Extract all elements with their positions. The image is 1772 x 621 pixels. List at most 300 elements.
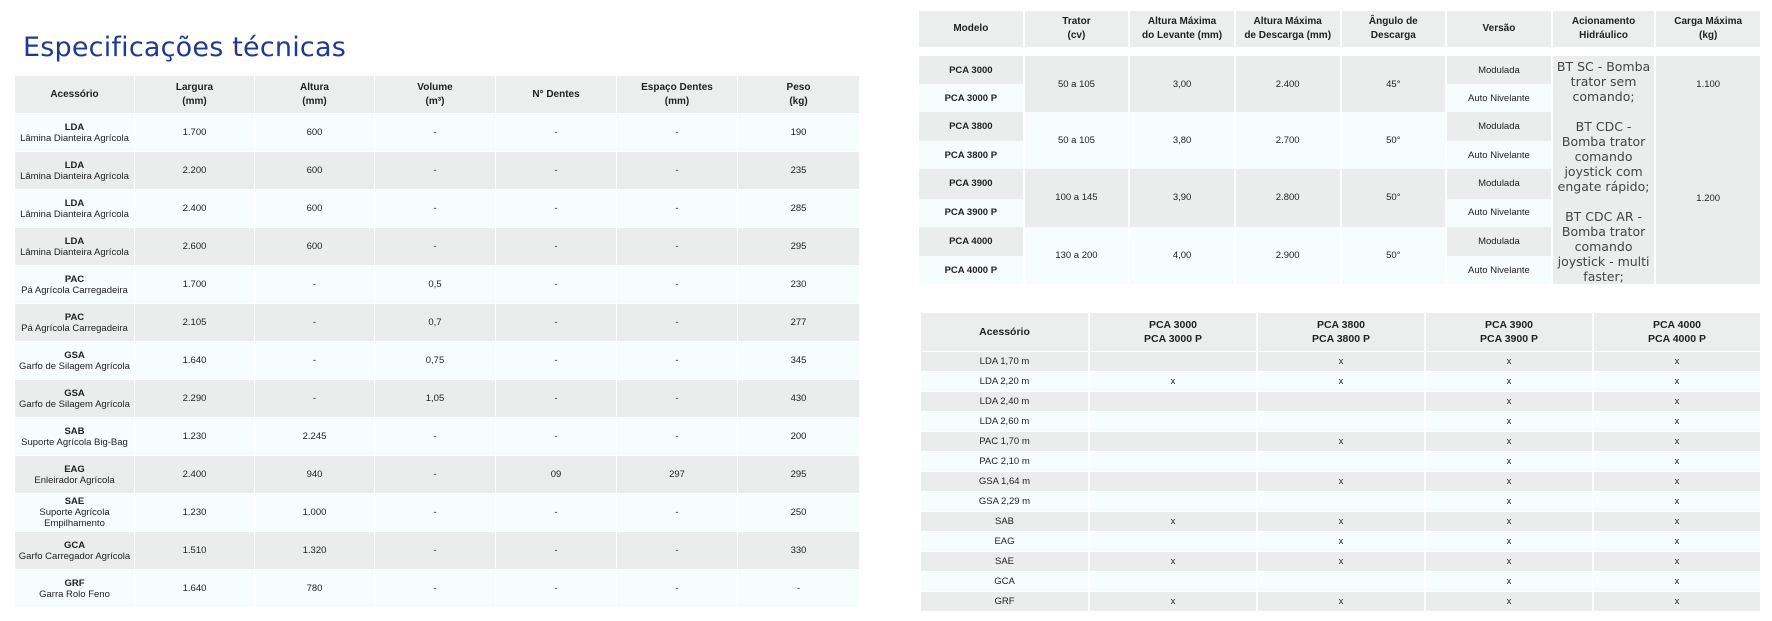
compat-mark bbox=[1258, 391, 1426, 411]
header-volume-line1: Volume bbox=[417, 81, 453, 93]
compat-mark bbox=[1258, 451, 1426, 471]
header-acessorio-line1: Acessório bbox=[979, 326, 1030, 338]
altura-cell: - bbox=[255, 341, 375, 379]
header-versao-line1: Versão bbox=[1482, 23, 1516, 34]
table-row bbox=[15, 189, 860, 227]
peso-cell: 235 bbox=[738, 151, 860, 189]
angulo-cell: 50° bbox=[1342, 112, 1448, 169]
espaco-cell: - bbox=[617, 341, 738, 379]
model-name: PCA 3900 bbox=[919, 169, 1025, 198]
dentes-cell: - bbox=[496, 265, 617, 303]
header-acionamento-line1: Acionamento bbox=[1571, 16, 1636, 27]
accessory-cell bbox=[15, 455, 135, 493]
header-pca-3800-line1: PCA 3800 bbox=[1316, 319, 1366, 331]
volume-cell: - bbox=[375, 227, 496, 265]
compat-mark bbox=[1090, 411, 1258, 431]
espaco-cell: - bbox=[617, 303, 738, 341]
descarga-cell: 2.400 bbox=[1236, 56, 1342, 112]
peso-cell: 330 bbox=[738, 531, 860, 569]
altura-cell: 600 bbox=[255, 189, 375, 227]
compat-mark: x bbox=[1258, 371, 1426, 391]
accessory-code: PAC bbox=[64, 311, 85, 323]
compat-mark bbox=[1258, 491, 1426, 511]
table-row bbox=[921, 531, 1762, 551]
largura-cell: 1.700 bbox=[135, 113, 255, 151]
volume-cell: - bbox=[375, 455, 496, 493]
accessory-cell: GCA bbox=[921, 571, 1090, 591]
models-spec-table bbox=[919, 11, 1762, 284]
model-name: PCA 3800 bbox=[919, 112, 1025, 141]
accessory-cell: LDA 1,70 m bbox=[921, 351, 1090, 371]
espaco-cell: - bbox=[617, 151, 738, 189]
accessory-cell: GSA 2,29 m bbox=[921, 491, 1090, 511]
accessory-cell bbox=[15, 265, 135, 303]
largura-cell: 1.230 bbox=[135, 417, 255, 455]
header-altura-descarga bbox=[1236, 11, 1342, 47]
header-altura-line2: (mm) bbox=[302, 95, 327, 107]
table-row bbox=[921, 551, 1762, 571]
compat-mark: x bbox=[1258, 431, 1426, 451]
header-volume bbox=[375, 76, 496, 113]
header-dentes bbox=[496, 76, 617, 113]
table-row bbox=[921, 571, 1762, 591]
espaco-cell: - bbox=[617, 265, 738, 303]
header-altura-descarga-line2: de Descarga (mm) bbox=[1244, 30, 1332, 41]
compat-mark: x bbox=[1426, 451, 1594, 471]
largura-cell: 2.400 bbox=[135, 455, 255, 493]
header-carga-line2: (kg) bbox=[1699, 30, 1718, 41]
table-row bbox=[15, 151, 860, 189]
compat-mark: x bbox=[1090, 371, 1258, 391]
table-row bbox=[921, 391, 1762, 411]
altura-cell: 940 bbox=[255, 455, 375, 493]
models-header-row bbox=[919, 11, 1762, 47]
espaco-cell: - bbox=[617, 227, 738, 265]
accessory-cell bbox=[15, 379, 135, 417]
accessory-code: GSA bbox=[64, 349, 85, 361]
volume-cell: 0,7 bbox=[375, 303, 496, 341]
compat-mark: x bbox=[1594, 571, 1762, 591]
header-acessorio-line1: Acessório bbox=[50, 88, 99, 100]
table-row bbox=[15, 113, 860, 151]
acionamento-text: BT CDC AR - Bomba trator comando joystick - multi faster; bbox=[1557, 209, 1650, 284]
accessory-cell bbox=[15, 341, 135, 379]
header-angulo-line2: Descarga bbox=[1370, 30, 1416, 41]
versao-cell: Modulada bbox=[1447, 112, 1553, 141]
header-largura bbox=[135, 76, 255, 113]
accessory-cell bbox=[15, 569, 135, 607]
angulo-cell: 50° bbox=[1342, 227, 1448, 284]
altura-cell: 1.000 bbox=[255, 493, 375, 531]
model-name: PCA 3000 P bbox=[919, 84, 1025, 112]
accessory-code: LDA bbox=[64, 235, 85, 247]
espaco-cell: - bbox=[617, 189, 738, 227]
table-row bbox=[921, 351, 1762, 371]
page-title: Especificações técnicas bbox=[23, 32, 346, 63]
accessory-description: Lâmina Dianteira Agrícola bbox=[20, 132, 129, 144]
table-row bbox=[921, 491, 1762, 511]
trator-cell: 50 a 105 bbox=[1025, 112, 1131, 169]
header-dentes-line1: N° Dentes bbox=[532, 88, 580, 100]
levante-cell: 3,80 bbox=[1130, 112, 1236, 169]
altura-cell: - bbox=[255, 379, 375, 417]
header-acionamento-line2: Hidráulico bbox=[1579, 30, 1628, 41]
dentes-cell: - bbox=[496, 189, 617, 227]
header-pca-4000-line1: PCA 4000 bbox=[1652, 319, 1702, 331]
dentes-cell: 09 bbox=[496, 455, 617, 493]
header-peso-line1: Peso bbox=[786, 81, 811, 93]
compat-mark bbox=[1090, 491, 1258, 511]
levante-cell: 3,90 bbox=[1130, 169, 1236, 226]
accessory-code: LDA bbox=[64, 197, 85, 209]
header-espaco-line2: (mm) bbox=[664, 95, 690, 107]
compat-mark bbox=[1090, 531, 1258, 551]
accessory-cell bbox=[15, 493, 135, 531]
largura-cell: 1.230 bbox=[135, 493, 255, 531]
versao-cell: Auto Nivelante bbox=[1447, 84, 1553, 112]
compat-mark: x bbox=[1426, 551, 1594, 571]
acionamento-text: BT CDC - Bomba trator comando joystick com engate rápido; bbox=[1557, 119, 1650, 194]
model-row bbox=[919, 56, 1762, 84]
volume-cell: 1,05 bbox=[375, 379, 496, 417]
largura-cell: 1.640 bbox=[135, 341, 255, 379]
accessory-cell bbox=[15, 417, 135, 455]
peso-cell: - bbox=[738, 569, 860, 607]
compat-mark: x bbox=[1594, 391, 1762, 411]
model-name: PCA 3800 P bbox=[919, 141, 1025, 169]
dentes-cell: - bbox=[496, 569, 617, 607]
compat-mark: x bbox=[1594, 371, 1762, 391]
largura-cell: 2.290 bbox=[135, 379, 255, 417]
accessory-cell: EAG bbox=[921, 531, 1090, 551]
dentes-cell: - bbox=[496, 531, 617, 569]
table-row bbox=[15, 417, 860, 455]
header-angulo-line1: Ângulo de bbox=[1368, 16, 1418, 27]
volume-cell: - bbox=[375, 189, 496, 227]
header-pca-3900-line2: PCA 3900 P bbox=[1480, 333, 1538, 345]
accessory-code: LDA bbox=[64, 159, 85, 171]
compat-mark: x bbox=[1594, 531, 1762, 551]
carga-cell: 1.200 bbox=[1656, 112, 1762, 284]
compat-mark: x bbox=[1258, 351, 1426, 371]
peso-cell: 430 bbox=[738, 379, 860, 417]
compat-mark: x bbox=[1594, 491, 1762, 511]
compat-mark: x bbox=[1258, 591, 1426, 611]
accessory-code: GCA bbox=[63, 539, 86, 551]
altura-cell: - bbox=[255, 265, 375, 303]
header-pca-4000-line2: PCA 4000 P bbox=[1648, 333, 1706, 345]
accessory-cell: SAB bbox=[921, 511, 1090, 531]
accessory-description: Garra Rolo Feno bbox=[39, 588, 110, 600]
header-trator-line2: (cv) bbox=[1067, 30, 1086, 41]
largura-cell: 2.105 bbox=[135, 303, 255, 341]
volume-cell: 0,75 bbox=[375, 341, 496, 379]
descarga-cell: 2.700 bbox=[1236, 112, 1342, 169]
compat-mark: x bbox=[1426, 471, 1594, 491]
header-trator-line1: Trator bbox=[1062, 16, 1091, 27]
espaco-cell: - bbox=[617, 417, 738, 455]
peso-cell: 285 bbox=[738, 189, 860, 227]
altura-cell: - bbox=[255, 303, 375, 341]
header-peso-line2: (kg) bbox=[789, 95, 808, 107]
peso-cell: 277 bbox=[738, 303, 860, 341]
header-altura-levante-line2: do Levante (mm) bbox=[1142, 30, 1223, 41]
header-pca-3000-line1: PCA 3000 bbox=[1148, 319, 1198, 331]
accessory-cell: SAE bbox=[921, 551, 1090, 571]
volume-cell: - bbox=[375, 417, 496, 455]
table-row bbox=[15, 265, 860, 303]
descarga-cell: 2.900 bbox=[1236, 227, 1342, 284]
compat-mark: x bbox=[1426, 391, 1594, 411]
header-pca-3000 bbox=[1090, 313, 1258, 351]
compat-mark bbox=[1090, 451, 1258, 471]
peso-cell: 295 bbox=[738, 455, 860, 493]
compat-mark: x bbox=[1594, 551, 1762, 571]
volume-cell: - bbox=[375, 569, 496, 607]
compat-mark: x bbox=[1426, 491, 1594, 511]
versao-cell: Auto Nivelante bbox=[1447, 199, 1553, 227]
accessory-description: Lâmina Dianteira Agrícola bbox=[20, 208, 129, 220]
accessory-description: Enleirador Agrícola bbox=[34, 474, 115, 486]
accessory-description: Suporte Agrícola Empilhamento bbox=[39, 507, 110, 529]
accessory-code: SAE bbox=[64, 496, 85, 507]
table-row bbox=[15, 303, 860, 341]
compat-mark: x bbox=[1426, 411, 1594, 431]
espaco-cell: - bbox=[617, 493, 738, 531]
table-row bbox=[15, 227, 860, 265]
header-angulo bbox=[1342, 11, 1448, 47]
compatibility-header-row bbox=[921, 313, 1762, 351]
header-pca-4000 bbox=[1594, 313, 1762, 351]
compat-mark bbox=[1258, 411, 1426, 431]
compat-mark bbox=[1090, 351, 1258, 371]
compat-mark: x bbox=[1258, 531, 1426, 551]
model-name: PCA 3900 P bbox=[919, 199, 1025, 227]
trator-cell: 100 a 145 bbox=[1025, 169, 1131, 226]
espaco-cell: - bbox=[617, 569, 738, 607]
volume-cell: - bbox=[375, 531, 496, 569]
header-altura-levante bbox=[1130, 11, 1236, 47]
angulo-cell: 50° bbox=[1342, 169, 1448, 226]
header-acessorio bbox=[15, 76, 135, 113]
acionamento-text: BT SC - Bomba trator sem comando; bbox=[1556, 59, 1651, 104]
accessories-header-row bbox=[15, 76, 860, 113]
accessory-code: GSA bbox=[64, 387, 85, 399]
volume-cell: - bbox=[375, 151, 496, 189]
levante-cell: 4,00 bbox=[1130, 227, 1236, 284]
header-pca-3000-line2: PCA 3000 P bbox=[1144, 333, 1202, 345]
acionamento-cell bbox=[1553, 56, 1657, 284]
header-largura-line2: (mm) bbox=[182, 95, 207, 107]
compatibility-table bbox=[921, 313, 1762, 611]
compat-mark: x bbox=[1426, 511, 1594, 531]
peso-cell: 230 bbox=[738, 265, 860, 303]
table-row bbox=[921, 511, 1762, 531]
model-name: PCA 3000 bbox=[919, 56, 1025, 84]
table-row bbox=[921, 451, 1762, 471]
compat-mark: x bbox=[1258, 551, 1426, 571]
header-espaco bbox=[617, 76, 738, 113]
peso-cell: 250 bbox=[738, 493, 860, 531]
versao-cell: Modulada bbox=[1447, 169, 1553, 198]
espaco-cell: - bbox=[617, 113, 738, 151]
model-name: PCA 4000 P bbox=[919, 256, 1025, 284]
accessory-cell: PAC 1,70 m bbox=[921, 431, 1090, 451]
header-volume-line2: (m³) bbox=[425, 95, 445, 107]
compat-mark: x bbox=[1090, 551, 1258, 571]
compat-mark: x bbox=[1594, 511, 1762, 531]
accessory-code: SAB bbox=[64, 425, 85, 437]
compat-mark bbox=[1090, 471, 1258, 491]
dentes-cell: - bbox=[496, 151, 617, 189]
espaco-cell: 297 bbox=[617, 455, 738, 493]
header-espaco-line1: Espaço Dentes bbox=[641, 81, 713, 93]
table-row bbox=[15, 569, 860, 607]
dentes-cell: - bbox=[496, 341, 617, 379]
compat-mark: x bbox=[1426, 431, 1594, 451]
compat-mark: x bbox=[1258, 471, 1426, 491]
header-modelo bbox=[919, 11, 1025, 47]
trator-cell: 130 a 200 bbox=[1025, 227, 1131, 284]
table-row bbox=[15, 379, 860, 417]
header-altura-levante-line1: Altura Máxima bbox=[1147, 16, 1217, 27]
dentes-cell: - bbox=[496, 379, 617, 417]
carga-cell: 1.100 bbox=[1656, 56, 1762, 112]
dentes-cell: - bbox=[496, 227, 617, 265]
table-row bbox=[15, 341, 860, 379]
compat-mark: x bbox=[1426, 571, 1594, 591]
compat-mark: x bbox=[1258, 511, 1426, 531]
altura-cell: 600 bbox=[255, 227, 375, 265]
accessory-cell: GRF bbox=[921, 591, 1090, 611]
versao-cell: Modulada bbox=[1447, 227, 1553, 256]
compat-mark: x bbox=[1594, 451, 1762, 471]
altura-cell: 780 bbox=[255, 569, 375, 607]
accessory-code: LDA bbox=[64, 121, 85, 133]
accessory-cell: LDA 2,40 m bbox=[921, 391, 1090, 411]
accessory-cell bbox=[15, 151, 135, 189]
accessory-cell: PAC 2,10 m bbox=[921, 451, 1090, 471]
versao-cell: Modulada bbox=[1447, 56, 1553, 84]
compat-mark: x bbox=[1594, 351, 1762, 371]
header-altura-descarga-line1: Altura Máxima bbox=[1253, 16, 1322, 27]
largura-cell: 1.640 bbox=[135, 569, 255, 607]
compat-mark: x bbox=[1594, 431, 1762, 451]
header-modelo-line1: Modelo bbox=[953, 23, 989, 34]
header-pca-3800-line2: PCA 3800 P bbox=[1312, 333, 1370, 345]
largura-cell: 2.400 bbox=[135, 189, 255, 227]
accessory-description: Pá Agrícola Carregadeira bbox=[21, 322, 128, 334]
accessory-description: Lâmina Dianteira Agrícola bbox=[20, 246, 129, 258]
compat-mark: x bbox=[1426, 371, 1594, 391]
peso-cell: 345 bbox=[738, 341, 860, 379]
compat-mark bbox=[1090, 431, 1258, 451]
accessory-description: Pá Agrícola Carregadeira bbox=[21, 284, 128, 296]
spacer-row bbox=[919, 47, 1762, 56]
accessory-description: Lâmina Dianteira Agrícola bbox=[20, 170, 129, 182]
table-row bbox=[921, 431, 1762, 451]
spacer-cell bbox=[919, 47, 1762, 56]
accessories-spec-table bbox=[15, 76, 860, 607]
compat-mark: x bbox=[1426, 531, 1594, 551]
header-carga bbox=[1656, 11, 1762, 47]
accessory-description: Garfo de Silagem Agrícola bbox=[19, 398, 130, 410]
dentes-cell: - bbox=[496, 493, 617, 531]
altura-cell: 2.245 bbox=[255, 417, 375, 455]
table-row bbox=[921, 591, 1762, 611]
altura-cell: 600 bbox=[255, 113, 375, 151]
accessory-code: EAG bbox=[64, 463, 85, 475]
dentes-cell: - bbox=[496, 417, 617, 455]
accessory-code: PAC bbox=[64, 273, 85, 285]
header-versao bbox=[1447, 11, 1553, 47]
header-acionamento bbox=[1553, 11, 1657, 47]
dentes-cell: - bbox=[496, 113, 617, 151]
versao-cell: Auto Nivelante bbox=[1447, 256, 1553, 284]
accessory-description: Suporte Agrícola Big-Bag bbox=[21, 436, 128, 448]
accessory-cell bbox=[15, 227, 135, 265]
header-peso bbox=[738, 76, 860, 113]
largura-cell: 2.200 bbox=[135, 151, 255, 189]
trator-cell: 50 a 105 bbox=[1025, 56, 1131, 112]
peso-cell: 190 bbox=[738, 113, 860, 151]
header-acessorio bbox=[921, 313, 1090, 351]
header-largura-line1: Largura bbox=[175, 81, 214, 93]
volume-cell: - bbox=[375, 493, 496, 531]
accessory-code: GRF bbox=[64, 577, 85, 589]
model-name: PCA 4000 bbox=[919, 227, 1025, 256]
compat-mark: x bbox=[1594, 411, 1762, 431]
header-altura bbox=[255, 76, 375, 113]
peso-cell: 200 bbox=[738, 417, 860, 455]
table-row bbox=[15, 531, 860, 569]
altura-cell: 1.320 bbox=[255, 531, 375, 569]
angulo-cell: 45° bbox=[1342, 56, 1448, 112]
header-altura-line1: Altura bbox=[300, 81, 329, 93]
largura-cell: 1.700 bbox=[135, 265, 255, 303]
accessory-description: Garfo Carregador Agrícola bbox=[18, 550, 131, 562]
versao-cell: Auto Nivelante bbox=[1447, 141, 1553, 169]
volume-cell: 0,5 bbox=[375, 265, 496, 303]
table-row bbox=[15, 455, 860, 493]
accessory-cell: LDA 2,60 m bbox=[921, 411, 1090, 431]
espaco-cell: - bbox=[617, 379, 738, 417]
header-carga-line1: Carga Máxima bbox=[1674, 16, 1743, 27]
largura-cell: 2.600 bbox=[135, 227, 255, 265]
compat-mark: x bbox=[1594, 471, 1762, 491]
table-row bbox=[921, 471, 1762, 491]
compat-mark: x bbox=[1090, 511, 1258, 531]
compat-mark: x bbox=[1594, 591, 1762, 611]
accessory-cell bbox=[15, 531, 135, 569]
accessory-cell: GSA 1,64 m bbox=[921, 471, 1090, 491]
compat-mark bbox=[1258, 571, 1426, 591]
table-row bbox=[15, 493, 860, 531]
table-row bbox=[921, 411, 1762, 431]
dentes-cell: - bbox=[496, 303, 617, 341]
altura-cell: 600 bbox=[255, 151, 375, 189]
accessory-cell: LDA 2,20 m bbox=[921, 371, 1090, 391]
header-pca-3900-line1: PCA 3900 bbox=[1484, 319, 1534, 331]
accessory-cell bbox=[15, 113, 135, 151]
peso-cell: 295 bbox=[738, 227, 860, 265]
compat-mark bbox=[1090, 571, 1258, 591]
header-trator bbox=[1025, 11, 1131, 47]
compat-mark: x bbox=[1426, 351, 1594, 371]
levante-cell: 3,00 bbox=[1130, 56, 1236, 112]
compat-mark bbox=[1090, 391, 1258, 411]
accessory-description: Garfo de Silagem Agrícola bbox=[19, 360, 130, 372]
